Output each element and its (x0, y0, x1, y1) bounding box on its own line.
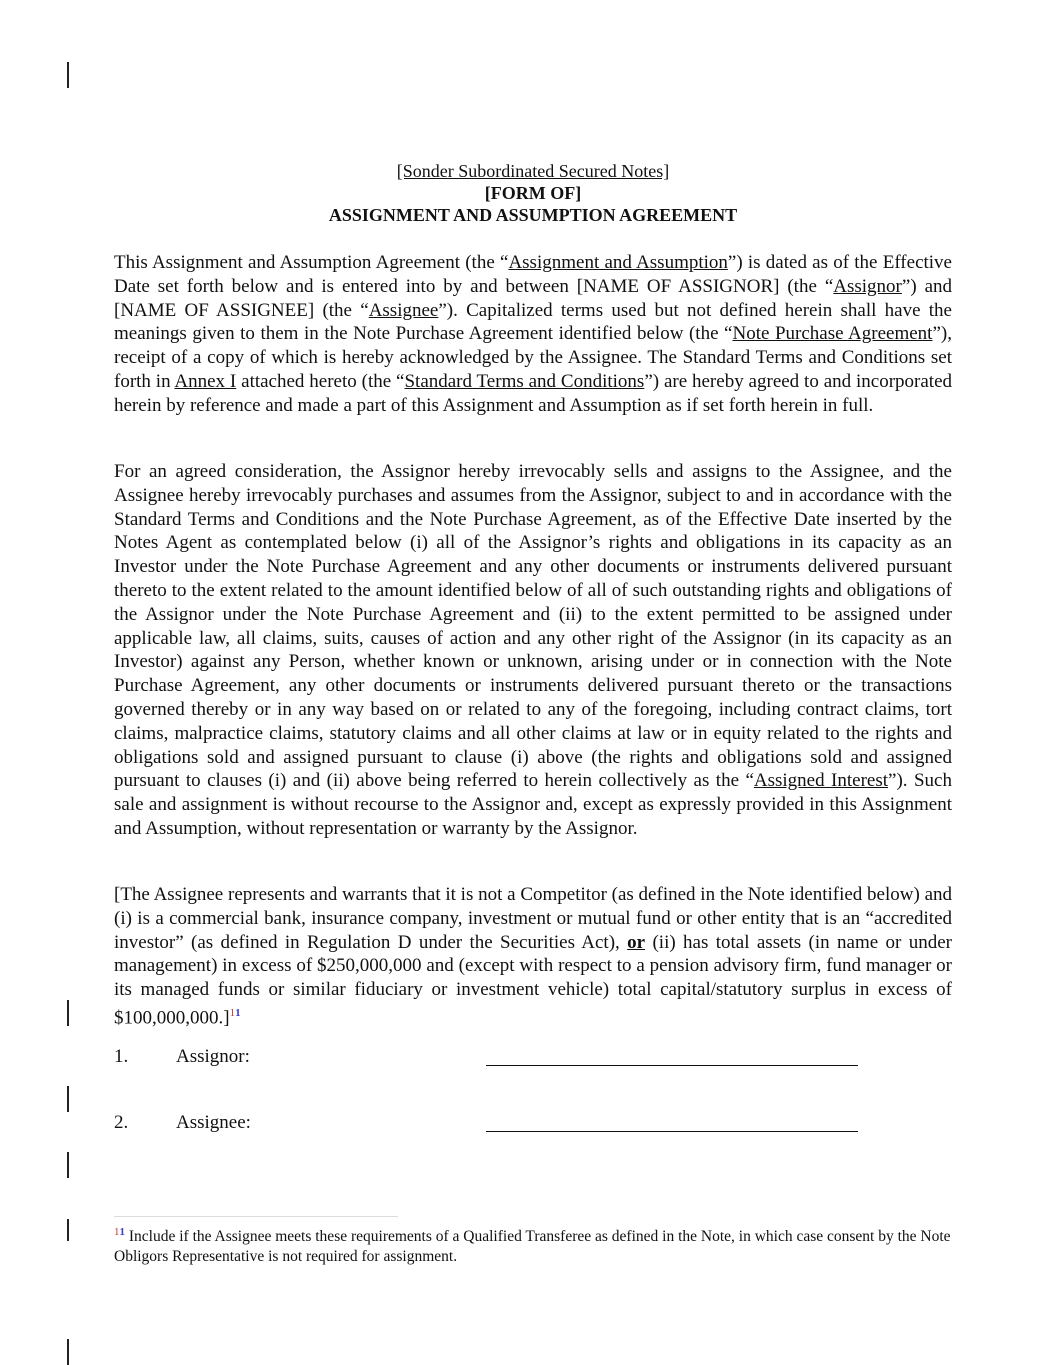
assignment-paragraph (114, 460, 952, 841)
form-of-label: [FORM OF] (484, 183, 582, 203)
text-run: ”). Such sale and assignment is without recourse to the Assignor and, except as expressly provided in this Assignment and Assumption, without representation or warranty by the Assignor. (114, 770, 952, 839)
assignee-signature-line[interactable] (486, 1131, 858, 1132)
change-bar (67, 1000, 69, 1026)
text-run: [The Assignee represents and warrants that it is not a Competitor (as defined in the Note identified below) and (i) is a commercial bank, insurance company, investment or mutual fund or other entity that is an “accredited investor” (as defined in Regulation D under the Securities Act), (114, 884, 952, 953)
item-number: 2. (114, 1112, 129, 1133)
footnote-separator (114, 1216, 398, 1217)
footnote-text: Include if the Assignee meets these requirements of a Qualified Transferee as defined in the Note, in which case consent by the Note Obligors Representative is not required for assignment. (114, 1228, 951, 1266)
footnote-mark: 1 (119, 1226, 125, 1238)
defined-term: Standard Terms and Conditions (404, 370, 645, 392)
change-bar (67, 1219, 69, 1241)
item-number: 1. (114, 1046, 129, 1067)
series-title: [Sonder Subordinated Secured Notes] (396, 161, 670, 181)
change-bar (67, 62, 69, 88)
defined-term: Assigned Interest (753, 770, 889, 792)
defined-term: Assignment and Assumption (508, 252, 728, 273)
defined-term: Annex I (174, 370, 237, 392)
text-run: ”) is dated as of the Effective Date set forth below and is entered into by and between [NAME OF ASSIGNOR] (the “ (114, 252, 952, 297)
footnote (114, 1222, 956, 1267)
text-run: ”). Capitalized terms used but not defined herein shall have the meanings given to them in the Note Purchase Agreement identified below (the “ (114, 299, 952, 345)
change-bar (67, 1152, 69, 1178)
defined-term: Assignee (368, 299, 439, 321)
representation-paragraph (114, 883, 952, 1030)
text-run: For an agreed consideration, the Assignor hereby irrevocably sells and assigns to the Assignee, and the Assignee hereby irrevocably purchases and assumes from the Assignor, subject to and in accordance with the Standard Terms and Conditions and the Note Purchase Agreement, as of the Effective Date inserted by the Notes Agent as contemplated below (i) all of the Assignor’s rights and obligations in its capacity as an Investor under the Note Purchase Agreement and any other documents or instruments delivered pursuant thereto to the extent related to the amount identified below of all of such outstanding rights and obligations of the Assignor under the Note Purchase Agreement and (ii) to the extent permitted to be assigned under applicable law, all claims, suits, causes of action and any other right of the Assignor (in its capacity as an Investor) against any Person, whether known or unknown, arising under or in connection with the Note Purchase Agreement, any other documents or instruments delivered pursuant thereto or the transactions governed thereby or in any way based on or related to any of the foregoing, including contract claims, tort claims, malpractice claims, statutory claims and all other claims at law or in equity related to the rights and obligations sold and assigned pursuant to clause (i) above (the rights and obligations sold and assigned pursuant to clauses (i) and (ii) above being referred to herein collectively as the “ (114, 461, 952, 792)
footnote-ref-deleted[interactable]: 1 (229, 1006, 236, 1019)
intro-paragraph (114, 251, 952, 418)
item-label: Assignor: (176, 1046, 250, 1067)
defined-term: Assignor (833, 275, 902, 297)
text-run: ”), receipt of a copy of which is hereby acknowledged by the Assignee. The Standard Terms and Conditions set forth in (114, 323, 952, 392)
footnote-mark-deleted: 1 (114, 1226, 120, 1238)
text-run: This Assignment and Assumption Agreement (the “ (114, 252, 509, 273)
assignor-signature-line[interactable] (486, 1065, 858, 1066)
change-bar (67, 1339, 69, 1365)
defined-term: Note Purchase Agreement (732, 323, 933, 345)
text-run: attached hereto (the “ (236, 370, 405, 392)
text-run: ”) are hereby agreed to and incorporated herein by reference and made a part of this Assignment and Assumption as if set forth herein in full. (114, 370, 953, 416)
item-label: Assignee: (176, 1112, 251, 1133)
text-run: ”) and [NAME OF ASSIGNEE] (the “ (114, 275, 953, 321)
document-title: ASSIGNMENT AND ASSUMPTION AGREEMENT (328, 205, 738, 225)
change-bar (67, 1086, 69, 1112)
document-header (114, 160, 952, 226)
text-run: (ii) has total assets (in name or under management) in excess of $250,000,000 and (except with respect to a pension advisory firm, fund manager or its managed funds or similar fiduciary or investment vehicle) total capital/statutory surplus in excess of $100,000,000.] (114, 931, 952, 1029)
footnote-ref[interactable]: 1 (235, 1006, 241, 1019)
or-emphasis: or (627, 931, 646, 953)
